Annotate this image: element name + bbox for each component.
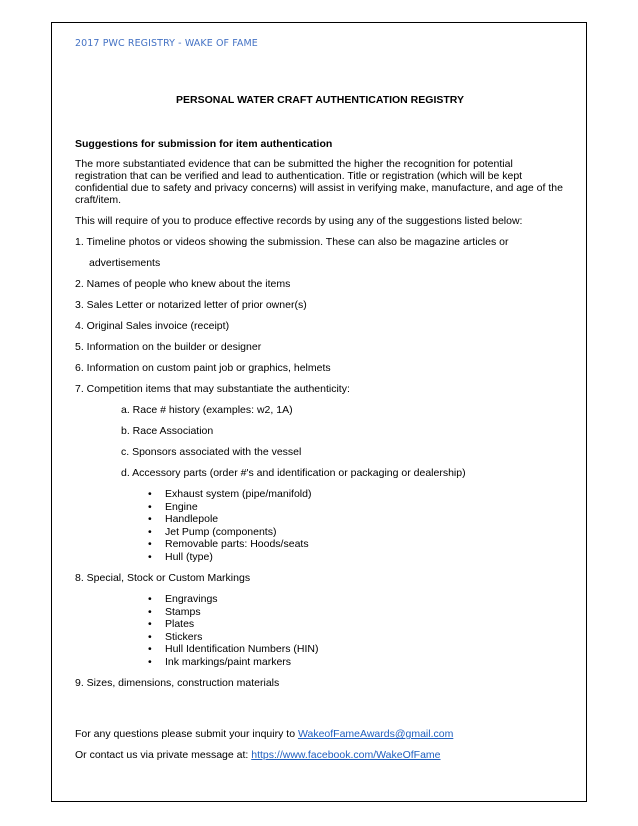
list-item: • Removable parts: Hoods/seats bbox=[148, 538, 309, 550]
spacer bbox=[75, 698, 565, 728]
facebook-contact-line: Or contact us via private message at: https://www.facebook.com/WakeOfFame bbox=[75, 749, 441, 761]
list-item-6: 6. Information on custom paint job or graphics, helmets bbox=[75, 362, 331, 374]
bullet-icon: • bbox=[148, 605, 152, 618]
bullet-icon: • bbox=[148, 525, 152, 538]
list-item: • Stamps bbox=[148, 605, 201, 618]
list-item-5: 5. Information on the builder or designer bbox=[75, 341, 262, 353]
accessory-parts-list bbox=[75, 488, 565, 563]
list-item: • Stickers bbox=[148, 630, 203, 643]
list-item-3: 3. Sales Letter or notarized letter of prior owner(s) bbox=[75, 299, 307, 311]
list-item-1-continued: advertisements bbox=[89, 257, 161, 269]
list-item: • Hull Identification Numbers (HIN) bbox=[148, 643, 319, 655]
bullet-icon: • bbox=[148, 618, 152, 630]
list-item-8: 8. Special, Stock or Custom Markings bbox=[75, 572, 251, 584]
page-header: 2017 PWC REGISTRY - WAKE OF FAME bbox=[75, 38, 258, 49]
bullet-icon: • bbox=[148, 488, 152, 500]
bullet-icon: • bbox=[148, 655, 152, 668]
document-title: PERSONAL WATER CRAFT AUTHENTICATION REGISTRY bbox=[176, 94, 464, 106]
sub-item-7c: c. Sponsors associated with the vessel bbox=[121, 446, 302, 458]
list-item: • Exhaust system (pipe/manifold) bbox=[148, 488, 312, 500]
list-item-1: 1. Timeline photos or videos showing the submission. These can also be magazine articles or bbox=[75, 236, 509, 248]
bullet-icon: • bbox=[148, 643, 152, 655]
list-item-9: 9. Sizes, dimensions, construction materials bbox=[75, 677, 280, 689]
section-heading: Suggestions for submission for item authentication bbox=[75, 138, 333, 150]
list-item: • Engine bbox=[148, 500, 198, 513]
bullet-icon: • bbox=[148, 550, 152, 563]
bullet-icon: • bbox=[148, 630, 152, 643]
bullet-icon: • bbox=[148, 538, 152, 550]
sub-item-7a: a. Race # history (examples: w2, 1A) bbox=[121, 404, 293, 416]
list-item: • Engravings bbox=[148, 593, 218, 605]
facebook-link[interactable]: https://www.facebook.com/WakeOfFame bbox=[251, 749, 441, 761]
markings-list bbox=[75, 593, 565, 668]
sub-item-7b: b. Race Association bbox=[121, 425, 214, 437]
list-item-2: 2. Names of people who knew about the items bbox=[75, 278, 291, 290]
bullet-icon: • bbox=[148, 513, 152, 525]
list-item-4: 4. Original Sales invoice (receipt) bbox=[75, 320, 230, 332]
bullet-icon: • bbox=[148, 500, 152, 513]
instruction-paragraph: This will require of you to produce effective records by using any of the suggestions listed below: bbox=[75, 215, 523, 227]
list-item: • Jet Pump (components) bbox=[148, 525, 277, 538]
email-link[interactable]: WakeofFameAwards@gmail.com bbox=[297, 728, 454, 740]
document-body bbox=[75, 94, 565, 770]
list-item: • Hull (type) bbox=[148, 550, 213, 563]
bullet-icon: • bbox=[148, 593, 152, 605]
list-item: • Handlepole bbox=[148, 513, 219, 525]
list-item: • Plates bbox=[148, 618, 195, 630]
sub-item-7d: d. Accessory parts (order #'s and identification or packaging or dealership) bbox=[121, 467, 466, 479]
intro-paragraph: The more substantiated evidence that can be submitted the higher the recognition for potential registration that can be verified and lead to authentication. Title or registration (which will be kept confidential due to safety and privacy concerns) will assist in verifying make, manufacture, and age of the craft/item. bbox=[75, 158, 563, 206]
list-item-7: 7. Competition items that may substantiate the authenticity: bbox=[75, 383, 350, 395]
list-item: • Ink markings/paint markers bbox=[148, 655, 292, 668]
email-contact-line: For any questions please submit your inquiry to WakeofFameAwards@gmail.com bbox=[75, 728, 454, 740]
